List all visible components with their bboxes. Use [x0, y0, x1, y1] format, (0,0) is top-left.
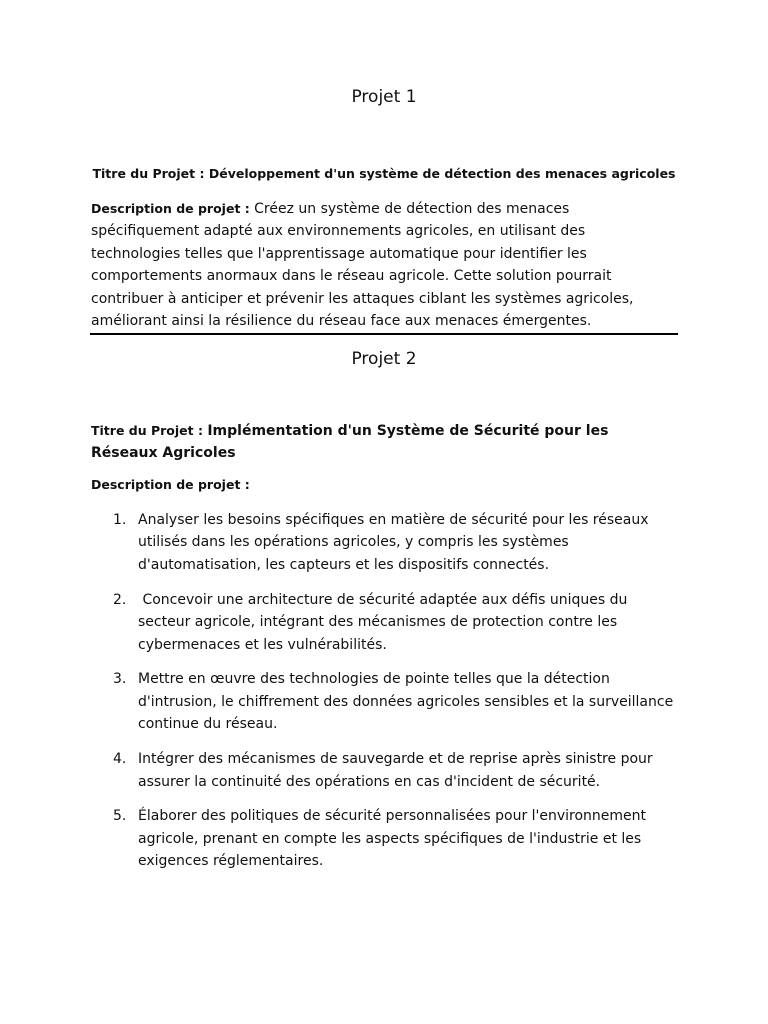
list-item — [91, 805, 681, 872]
project-1-description-text: Créez un système de détection des menaces spécifiquement adapté aux environnements agricoles, en utilisant des technologies telles que l'apprentissage automatique pour identifier les comportements anormaux dans le réseau agricole. Cette solution pourrait contribuer à anticiper et prévenir les attaques ciblant les systèmes agricoles, améliorant ainsi la résilience du réseau face aux menaces émergentes. — [91, 201, 634, 330]
project-1-description-label: Description de projet : — [91, 201, 255, 216]
list-item-number: 3. — [113, 671, 127, 688]
list-item — [91, 509, 681, 576]
project-2-heading: Projet 2 — [351, 349, 417, 369]
list-item-text: Mettre en œuvre des technologies de pointe telles que la détection d'intrusion, le chiffrement des données agricoles sensibles et la surveillance continue du réseau. — [138, 671, 674, 733]
list-item-number: 5. — [113, 808, 127, 825]
section-divider — [90, 333, 678, 335]
project-2-title-label: Titre du Projet : — [91, 423, 208, 438]
project-2-title — [91, 420, 671, 464]
list-item-text: Concevoir une architecture de sécurité adaptée aux défis uniques du secteur agricole, intégrant des mécanismes de protection contre les cybermenaces et les vulnérabilités. — [138, 591, 632, 653]
project-1-title-value: Développement d'un système de détection des menaces agricoles — [208, 166, 676, 181]
list-item-text: Intégrer des mécanismes de sauvegarde et de reprise après sinistre pour assurer la continuité des opérations en cas d'incident de sécurité. — [138, 751, 653, 790]
project-2-description-label: Description de projet : — [91, 477, 250, 492]
project-1-title-label: Titre du Projet : — [92, 166, 209, 181]
list-item — [91, 589, 681, 656]
project-1-title — [0, 166, 768, 181]
list-item-text: Analyser les besoins spécifiques en matière de sécurité pour les réseaux utilisés dans les opérations agricoles, y compris les systèmes d'automatisation, les capteurs et les dispositifs connectés. — [138, 512, 649, 573]
list-item-text: Élaborer des politiques de sécurité personnalisées pour l'environnement agricole, prenant en compte les aspects spécifiques de l'industrie et les exigences réglementaires. — [138, 808, 647, 870]
project-1-description — [91, 198, 671, 332]
list-item — [91, 668, 681, 735]
project-2-title-value: Implémentation d'un Système de Sécurité pour les Réseaux Agricoles — [91, 423, 609, 461]
project-1-heading: Projet 1 — [351, 87, 417, 107]
list-item-number: 1. — [113, 512, 127, 528]
project-2-task-list — [91, 509, 681, 885]
list-item — [91, 748, 681, 793]
list-item-number: 2. — [113, 591, 127, 608]
list-item-number: 4. — [113, 751, 127, 768]
